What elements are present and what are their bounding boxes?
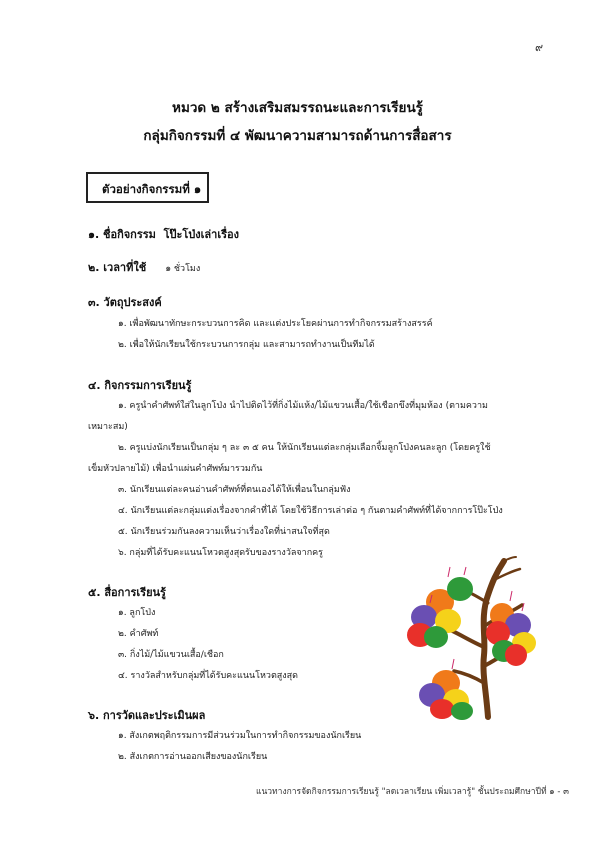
balloon: [424, 626, 448, 648]
media-item: ๔. รางวัลสำหรับกลุ่มที่ได้รับคะแนนโหวตสูงสุด: [118, 671, 299, 681]
page-footer: แนวทางการจัดกิจกรรมการเรียนรู้ "ลดเวลาเรียน เพิ่มเวลารู้" ชั้นประถมศึกษาปีที่ ๑ - ๓: [256, 787, 569, 797]
section-learning-activities-heading: ๔. กิจกรรมการเรียนรู้: [88, 379, 192, 392]
evaluation-item: ๑. สังเกตพฤติกรรมการมีส่วนร่วมในการทำกิจกรรมของนักเรียน: [118, 731, 362, 741]
learning-activity-item: ๔. นักเรียนแต่ละกลุ่มแต่งเรื่องจากคำที่ได้ โดยใช้วิธีการเล่าต่อ ๆ กันตามคำศัพท์ที่ได้จากการโป๊ะโป่ง: [118, 506, 503, 516]
section-time-value: ๑ ชั่วโมง: [165, 264, 201, 274]
balloon: [451, 702, 473, 720]
chapter-title: หมวด ๒ สร้างเสริมสมรรถนะและการเรียนรู้: [172, 100, 423, 116]
evaluation-item: ๒. สังเกตการอ่านออกเสียงของนักเรียน: [118, 752, 268, 762]
objective-item: ๒. เพื่อให้นักเรียนใช้กระบวนการกลุ่ม และสามารถทำงานเป็นทีมได้: [118, 340, 375, 350]
activity-group-title: กลุ่มกิจกรรมที่ ๔ พัฒนาความสามารถด้านการสื่อสาร: [143, 128, 452, 144]
objective-item: ๑. เพื่อพัฒนาทักษะกระบวนการคิด และแต่งประโยคผ่านการทำกิจกรรมสร้างสรรค์: [118, 319, 433, 329]
section-time-label: ๒. เวลาที่ใช้: [88, 261, 147, 274]
learning-activity-item-2-cont: เข็มหัวปลายไม้) เพื่อนำแผ่นคำศัพท์มารวมกัน: [88, 464, 263, 474]
balloon: [447, 577, 473, 601]
balloon-tree-illustration: [400, 555, 550, 720]
section-objectives-heading: ๓. วัตถุประสงค์: [88, 296, 162, 309]
section-media-heading: ๕. สื่อการเรียนรู้: [88, 586, 166, 599]
learning-activity-item: ๓. นักเรียนแต่ละคนอ่านคำศัพท์ที่ตนเองได้ให้เพื่อนในกลุ่มฟัง: [118, 485, 351, 495]
learning-activity-item-2: ๒. ครูแบ่งนักเรียนเป็นกลุ่ม ๆ ละ ๓ ๕ คน ให้นักเรียนแต่ละกลุ่มเลือกจิ้มลูกโป่งคนละลูก (โดยครูใช้: [118, 443, 491, 453]
media-item: ๒. คำศัพท์: [118, 629, 159, 639]
example-activity-box: [86, 172, 209, 203]
learning-activity-item: ๕. นักเรียนร่วมกันลงความเห็นว่าเรื่องใดที่น่าสนใจที่สุด: [118, 527, 330, 537]
section-activity-name: [88, 225, 239, 243]
learning-activity-item-1: ๑. ครูนำคำศัพท์ใส่ในลูกโป่ง นำไปติดไว้ที่กิ่งไม้แห้ง/ไม้แขวนเสื้อ/ใช้เชือกขึงที่มุมห้อง (ตามความ: [118, 401, 488, 411]
balloon: [505, 644, 527, 666]
balloon: [430, 699, 454, 719]
page-number: ๙: [534, 41, 543, 54]
example-activity-label: ตัวอย่างกิจกรรมที่ ๑: [102, 182, 202, 196]
learning-activity-item-1-cont: เหมาะสม): [88, 422, 128, 432]
balloons: [407, 577, 536, 720]
section-evaluation-heading: ๖. การวัดและประเมินผล: [88, 709, 206, 722]
media-item: ๑. ลูกโป่ง: [118, 608, 156, 618]
section-activity-name-value: โป๊ะโป่งเล่าเรื่อง: [163, 228, 239, 241]
media-item: ๓. กิ่งไม้/ไม้แขวนเสื้อ/เชือก: [118, 650, 224, 660]
learning-activity-item: ๖. กลุ่มที่ได้รับคะแนนโหวตสูงสุดรับของรางวัลจากครู: [118, 548, 324, 558]
section-activity-name-label: ๑. ชื่อกิจกรรม: [88, 228, 156, 241]
section-time: [88, 258, 200, 276]
